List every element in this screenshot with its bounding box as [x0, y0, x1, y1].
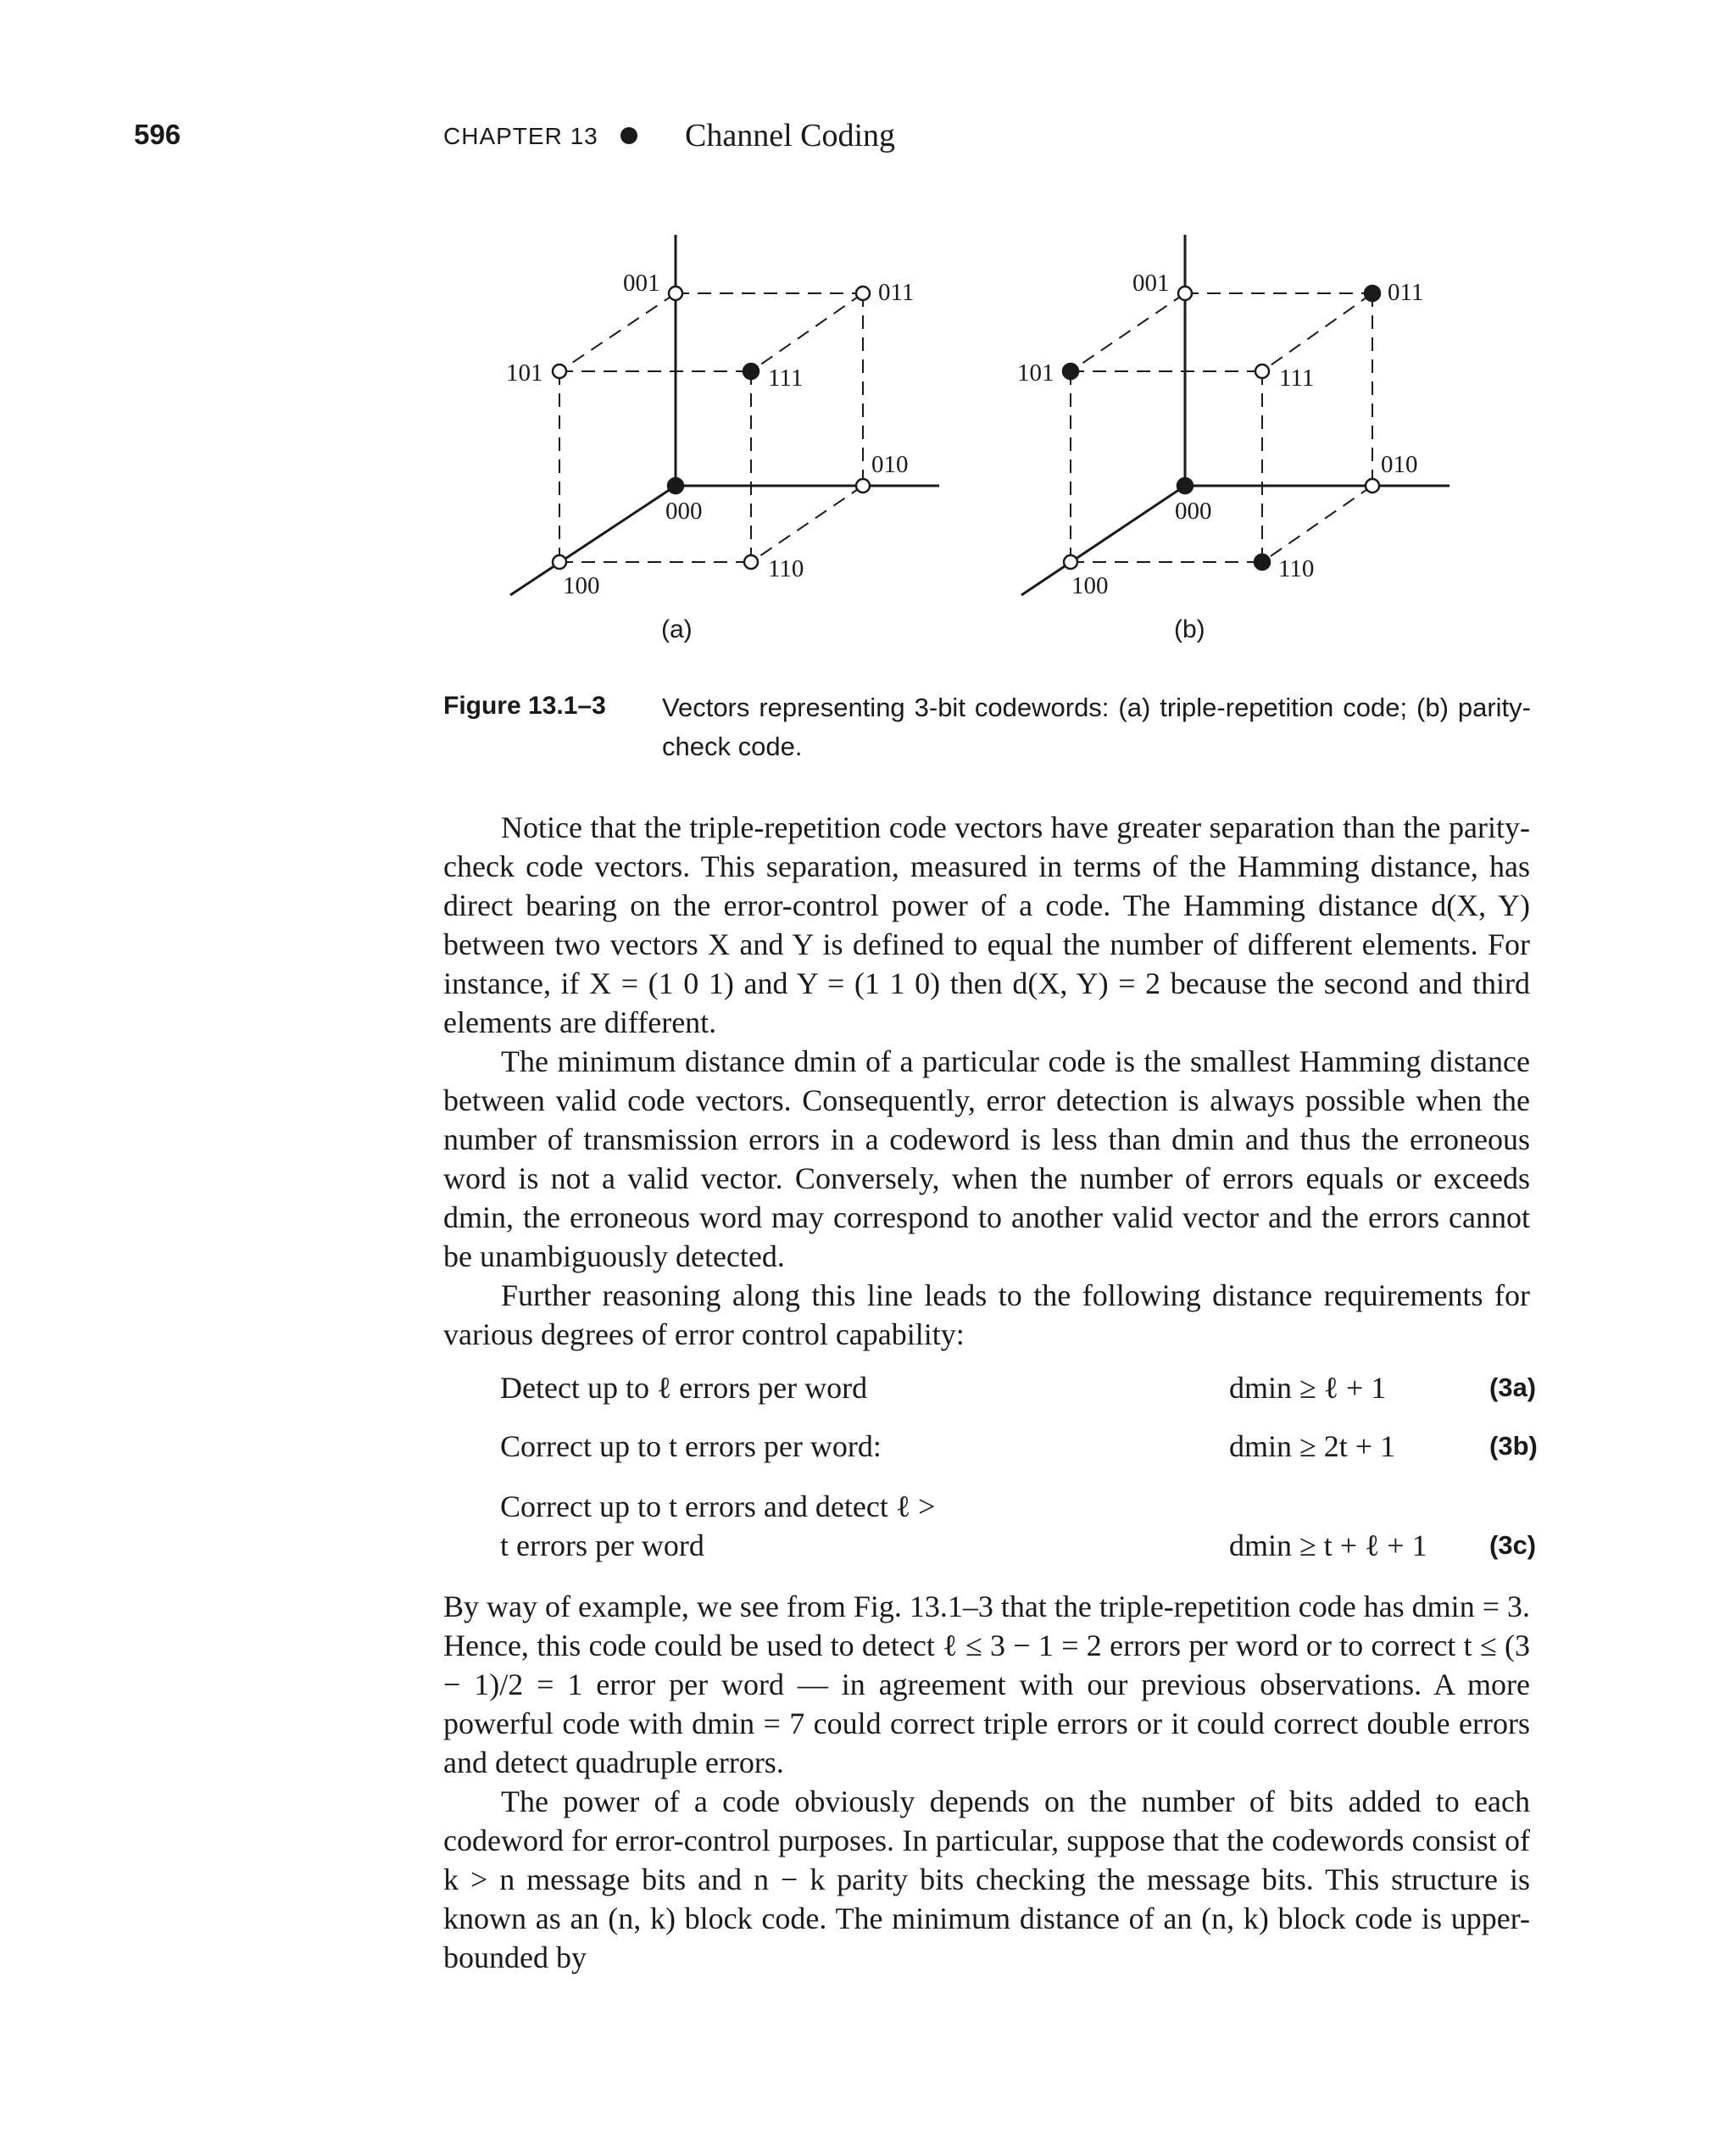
chapter-label: CHAPTER 13 [443, 123, 598, 149]
panel-label-a: (a) [661, 615, 693, 643]
label-110-a: 110 [768, 555, 804, 582]
equation-condition: Correct up to t errors per word: [500, 1429, 882, 1463]
vertex-010-a [856, 479, 870, 493]
vertex-001-a [669, 287, 682, 300]
vertex-001-b [1178, 287, 1192, 300]
paragraph-example: By way of example, we see from Fig. 13.1–3 that the triple-repetition code has dmin = 3. Hence, this code could be used to detect ℓ ≤ 3 − 1 = 2 errors per word or to correct t ≤ (3 − 1)/2 = 1 error per word — in agreement with our previous observations. A more powerful code with dmin = 7 could correct triple errors or it could correct double errors and detect quadruple errors. [443, 1589, 1530, 1779]
equation-condition: Detect up to ℓ errors per word [500, 1371, 868, 1405]
equation-number: (3c) [1489, 1530, 1537, 1560]
label-011-a: 011 [878, 279, 915, 306]
label-111-b: 111 [1279, 365, 1315, 392]
body-text-bottom [443, 1587, 1530, 1977]
paragraph-block-code: The power of a code obviously depends on the number of bits added to each codeword for error-control purposes. In particular, suppose that the codewords consist of k > n message bits and n − k parity bits checking the message bits. This structure is known as an (n, k) block code. The minimum distance of an (n, k) block code is upper-bounded by [443, 1784, 1530, 1974]
cube-panel-b [1017, 235, 1449, 643]
vertex-100-a [553, 555, 566, 569]
vertex-011-b [1365, 286, 1380, 301]
equation-3b [500, 1427, 1538, 1466]
vertex-011-a [856, 287, 870, 300]
cube-panel-a [506, 235, 939, 643]
vertex-111-b [1255, 365, 1269, 378]
vertex-000-b [1177, 478, 1193, 493]
equation-formula: dmin ≥ 2t + 1 [1229, 1429, 1396, 1463]
vertex-000-a [668, 478, 683, 493]
vertex-110-a [744, 555, 758, 569]
vertex-110-b [1255, 554, 1270, 570]
label-101-b: 101 [1017, 359, 1054, 387]
vertex-010-b [1366, 479, 1379, 493]
vertex-101-a [553, 365, 566, 378]
label-000-b: 000 [1175, 498, 1212, 525]
chapter-title: Channel Coding [685, 118, 896, 153]
label-101-a: 101 [506, 359, 543, 387]
equation-formula: dmin ≥ ℓ + 1 [1229, 1371, 1387, 1405]
label-100-b: 100 [1071, 572, 1109, 599]
label-110-b: 110 [1278, 555, 1315, 582]
paragraph-hamming-distance: Notice that the triple-repetition code vectors have greater separation than the parity-check code vectors. This separation, measured in terms of the Hamming distance, has direct bearing on the error-control power of a code. The Hamming distance d(X, Y) between two vectors X and Y is defined to equal the number of different elements. For instance, if X = (1 0 1) and Y = (1 1 0) then d(X, Y) = 2 because the second and third elements are different. [443, 810, 1530, 1039]
label-100-a: 100 [563, 572, 600, 599]
label-000-a: 000 [665, 498, 703, 525]
label-001-a: 001 [623, 270, 660, 297]
equation-formula: dmin ≥ t + ℓ + 1 [1229, 1528, 1427, 1562]
panel-label-b: (b) [1174, 615, 1205, 643]
equation-3a [500, 1368, 1537, 1407]
paragraph-distance-requirements: Further reasoning along this line leads to the following distance requirements for various degrees of error control capability: [443, 1278, 1530, 1351]
figure-cubes [0, 0, 1736, 678]
figure-label: Figure 13.1–3 [443, 692, 606, 720]
vertex-111-a [743, 364, 759, 379]
label-111-a: 111 [768, 365, 804, 392]
equation-number: (3a) [1489, 1372, 1537, 1402]
label-010-a: 010 [871, 451, 909, 478]
page-number: 596 [134, 119, 181, 150]
equation-number: (3b) [1489, 1431, 1538, 1461]
label-001-b: 001 [1132, 270, 1170, 297]
body-text-top [443, 808, 1530, 1354]
figure-caption: Vectors representing 3-bit codewords: (a) triple-repetition code; (b) parity-check code. [662, 693, 1531, 761]
vertex-100-b [1064, 555, 1077, 569]
vertex-101-b [1063, 364, 1078, 379]
label-010-b: 010 [1381, 451, 1418, 478]
label-011-b: 011 [1388, 279, 1424, 306]
equation-condition: Correct up to t errors and detect ℓ > t errors per word [500, 1489, 936, 1562]
paragraph-minimum-distance: The minimum distance dmin of a particular code is the smallest Hamming distance between valid code vectors. Consequently, error detection is always possible when the number of transmission errors in a codeword is less than dmin and thus the erroneous word is not a valid vector. Conversely, when the number of errors equals or exceeds dmin, the erroneous word may correspond to another valid vector and the errors cannot be unambiguously detected. [443, 1044, 1530, 1273]
equation-3c [500, 1487, 1537, 1565]
